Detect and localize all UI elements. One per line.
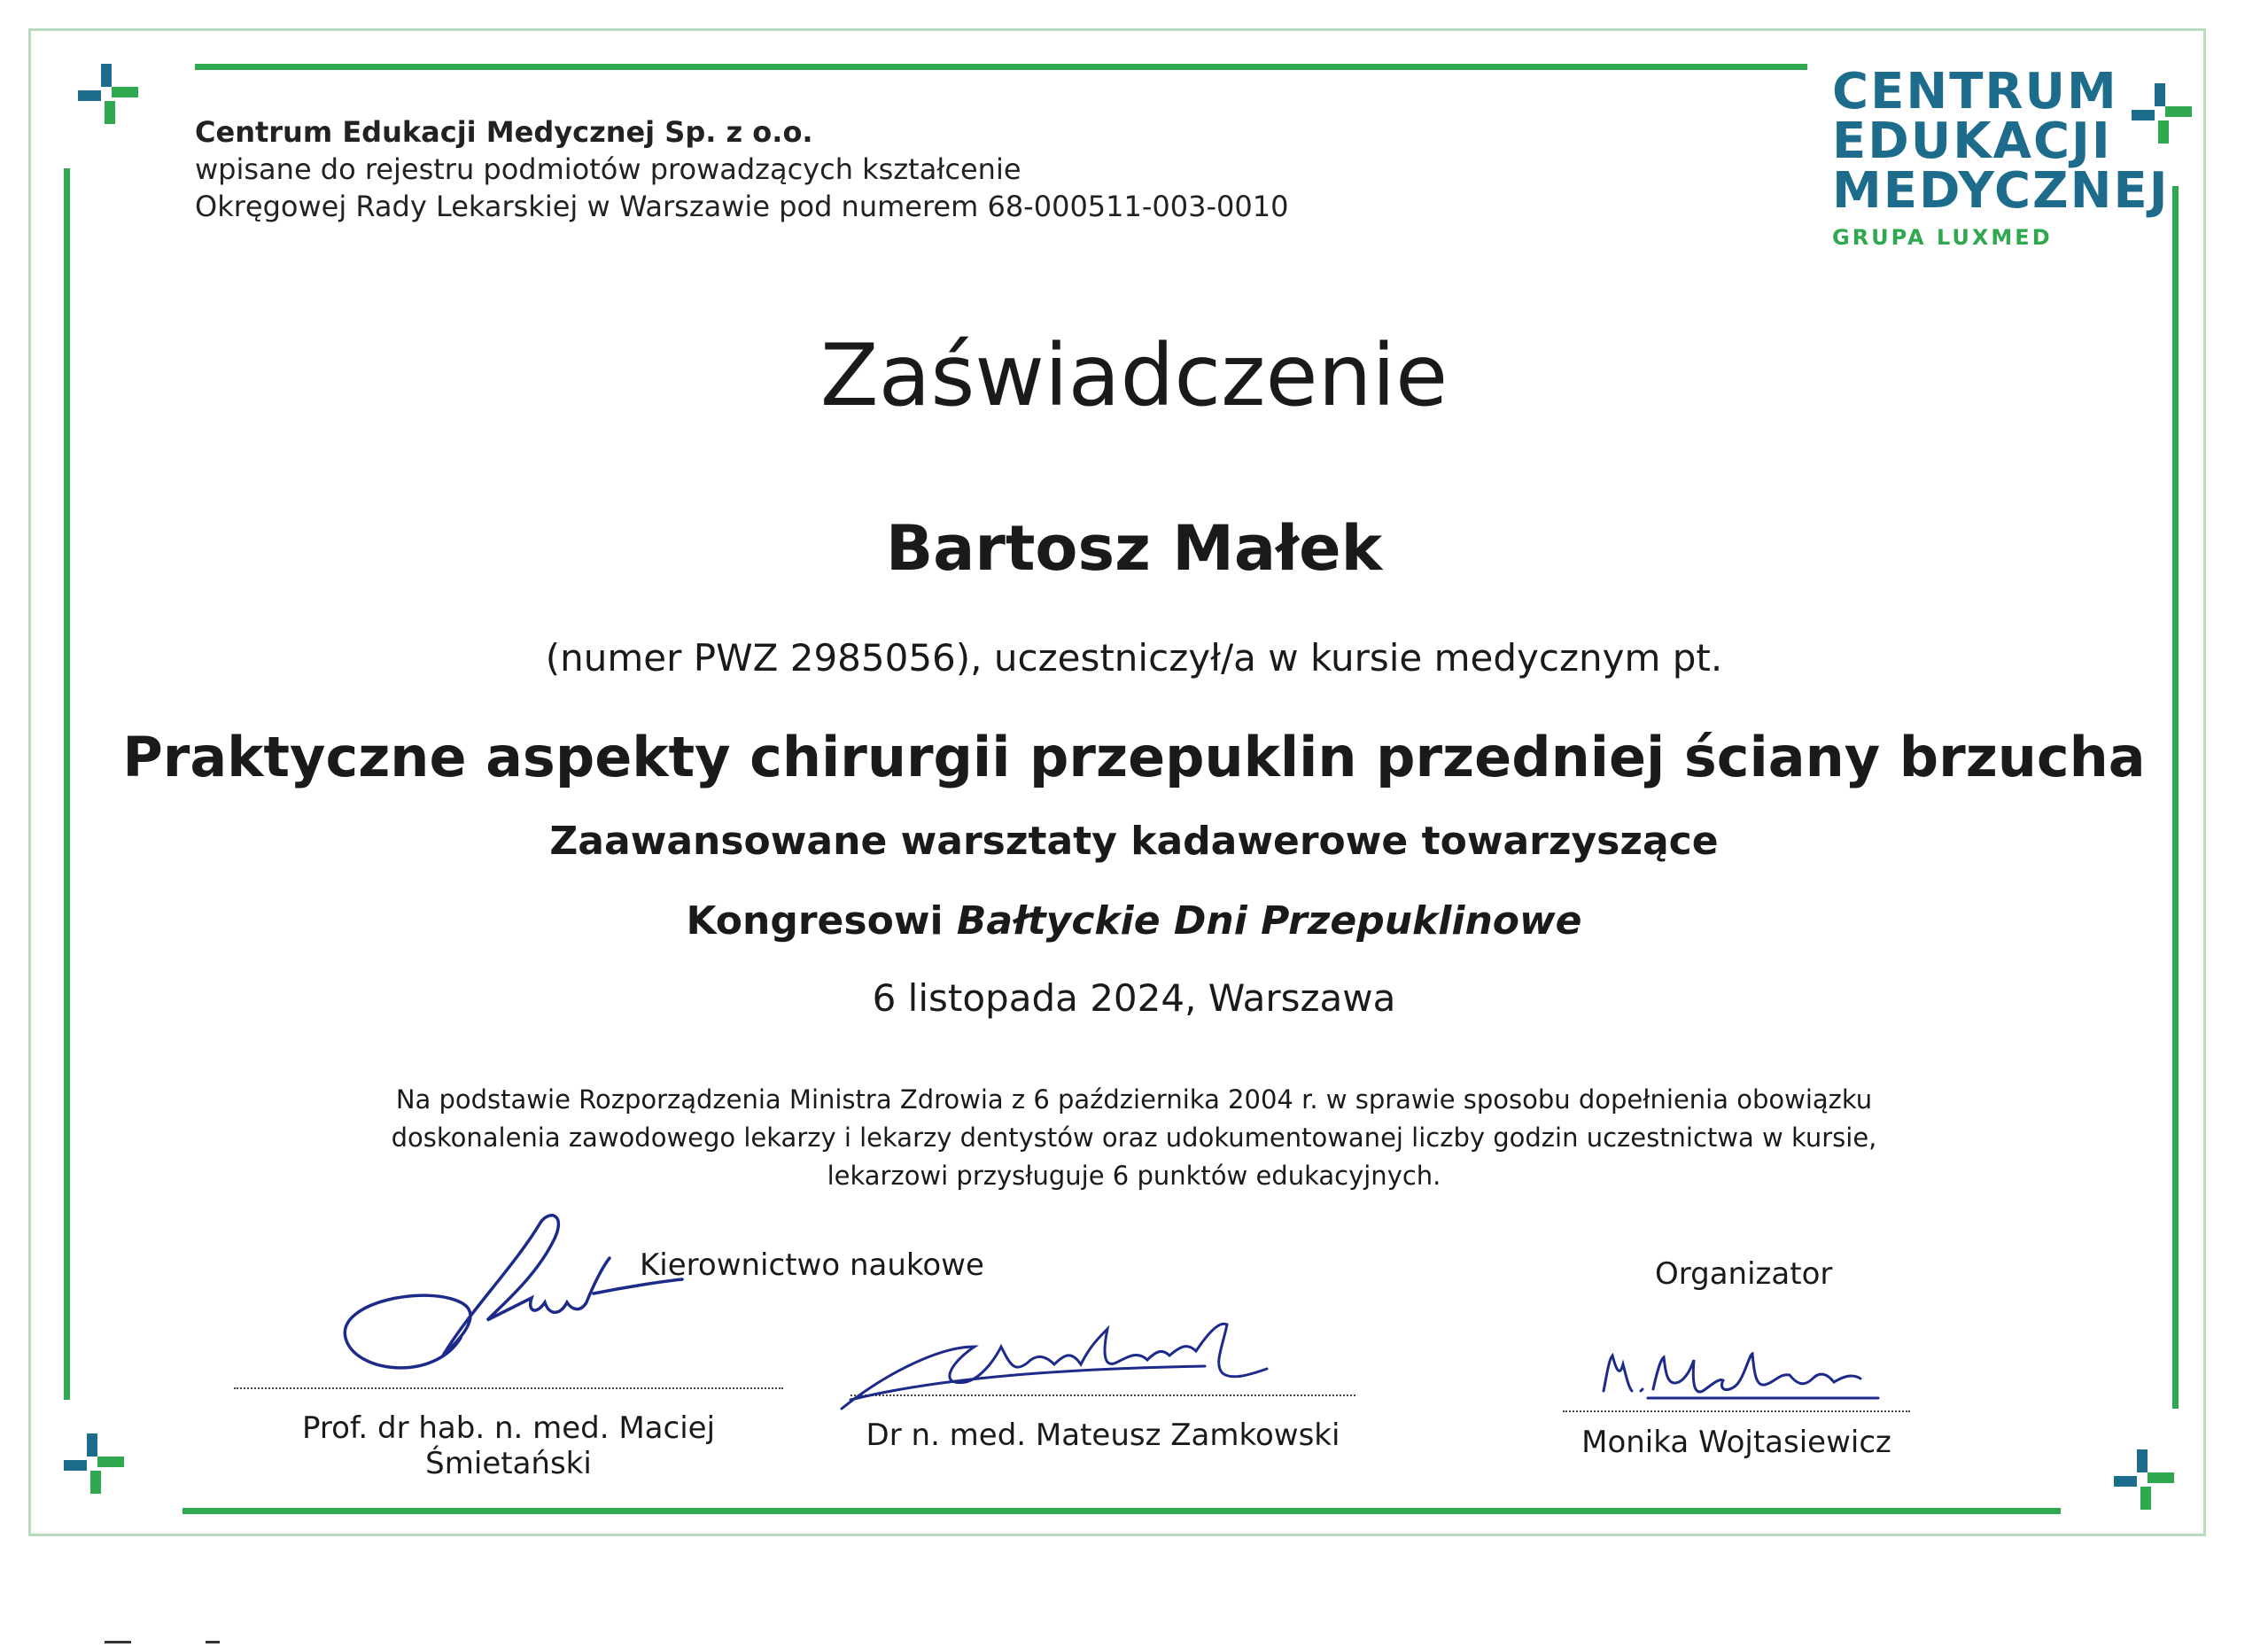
logo-line-3: MEDYCZNEJ	[1832, 162, 2170, 220]
cross-icon-top-left	[78, 64, 138, 124]
company-logo	[1832, 63, 2170, 250]
signature-2-graphic	[833, 1311, 1329, 1418]
issuer-name: Centrum Edukacji Medycznej Sp. z o.o.	[195, 115, 813, 149]
participation-text: (numer PWZ 2985056), uczestniczył/a w kursie medycznym pt.	[545, 636, 1723, 680]
congress-name: Bałtyckie Dni Przepuklinowe	[956, 898, 1582, 944]
subtitle-prefix: Kongresowi	[686, 898, 957, 944]
signer-1-name: Prof. dr hab. n. med. Maciej Śmietański	[301, 1410, 716, 1481]
logo-line-2: EDUKACJI	[1832, 113, 2112, 170]
registry-line-2: Okręgowej Rady Lekarskiej w Warszawie pod numerem 68-000511-003-0010	[195, 190, 1289, 223]
cross-icon-bottom-right	[2114, 1449, 2174, 1510]
scientific-direction-label: Kierownictwo naukowe	[640, 1247, 984, 1283]
scan-mark-2	[206, 1641, 220, 1643]
certificate-title: Zaświadczenie	[819, 326, 1449, 425]
signature-3-graphic	[1595, 1347, 1887, 1409]
signer-3-name: Monika Wojtasiewicz	[1581, 1425, 1891, 1460]
legal-line-3: lekarzowi przysługuje 6 punktów edukacyjnych.	[827, 1161, 1441, 1191]
registry-line-1: wpisane do rejestru podmiotów prowadzących kształcenie	[195, 152, 1021, 186]
signer-2-name: Dr n. med. Mateusz Zamkowski	[866, 1418, 1340, 1453]
logo-group: GRUPA LUXMED	[1832, 225, 2053, 250]
course-subtitle-2	[0, 898, 2268, 944]
bottom-border-bar	[183, 1508, 2061, 1514]
issuer-info	[195, 113, 1435, 225]
recipient-name: Bartosz Małek	[885, 512, 1383, 585]
course-subtitle-1: Zaawansowane warsztaty kadawerowe towarzyszące	[549, 819, 1719, 864]
cross-icon-bottom-left	[64, 1433, 124, 1494]
top-border-bar	[195, 64, 1807, 70]
legal-basis	[354, 1081, 1914, 1195]
signature-1-graphic	[328, 1205, 691, 1391]
course-title: Praktyczne aspekty chirurgii przepuklin przedniej ściany brzucha	[122, 725, 2146, 789]
logo-line-1: CENTRUM	[1832, 63, 2118, 120]
legal-line-2: doskonalenia zawodowego lekarzy i lekarzy dentystów oraz udokumentowanej liczby godzin uczestnictwa w kursie,	[391, 1123, 1877, 1153]
date-place: 6 listopada 2024, Warszawa	[872, 976, 1396, 1020]
legal-line-1: Na podstawie Rozporządzenia Ministra Zdrowia z 6 października 2004 r. w sprawie sposobu dopełnienia obowiązku	[395, 1084, 1873, 1115]
signature-line-3	[1563, 1410, 1910, 1412]
organizer-label: Organizator	[1655, 1256, 1833, 1292]
scan-mark-1	[105, 1641, 131, 1643]
